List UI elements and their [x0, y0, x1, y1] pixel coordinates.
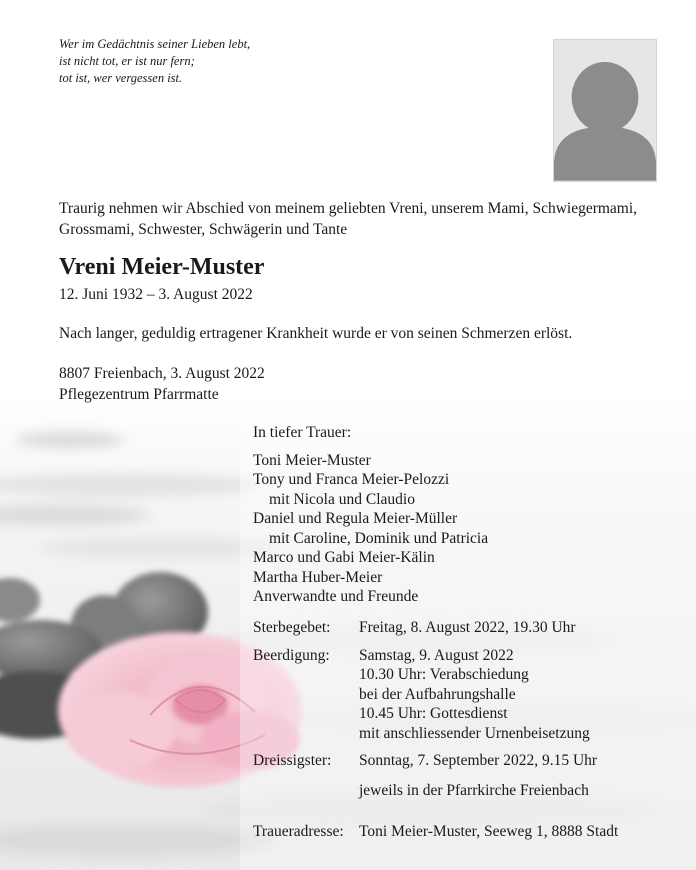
mourner-item: Tony und Franca Meier-Pelozzi: [253, 471, 450, 488]
quote-line: Wer im Gedächtnis seiner Lieben lebt,: [59, 37, 251, 51]
beerdigung-label: Beerdigung:: [253, 646, 330, 664]
dreissigster-label: Dreissigster:: [253, 752, 332, 769]
sterbegebet-row: [253, 618, 618, 638]
place-date-block: [59, 363, 265, 405]
mourner-item: mit Nicola und Claudio: [269, 490, 415, 508]
intro-text: Traurig nehmen wir Abschied von meinem geliebten Vreni, unserem Mami, Schwiegermami, Grossmami, Schwester, Schwägerin und Tante: [59, 200, 638, 238]
sterbegebet-label: Sterbegebet:: [253, 619, 331, 636]
traueradresse-row: [253, 822, 618, 842]
mourner-item: Martha Huber-Meier: [253, 568, 383, 586]
care-home: Pflegezentrum Pfarrmatte: [59, 386, 219, 403]
quote-line: ist nicht tot, er ist nur fern;: [59, 54, 195, 68]
beerdigung-line: mit anschliessender Urnenbeisetzung: [359, 724, 590, 742]
person-silhouette-icon: [554, 40, 656, 181]
illness-text: Nach langer, geduldig ertragener Krankheit wurde er von seinen Schmerzen erlöst.: [59, 325, 573, 342]
mourner-item: mit Caroline, Dominik und Patricia: [269, 529, 489, 547]
sterbegebet-value: Freitag, 8. August 2022, 19.30 Uhr: [359, 619, 576, 636]
place-date: 8807 Freienbach, 3. August 2022: [59, 365, 265, 382]
mourners-list: [253, 451, 488, 607]
church-note: jeweils in der Pfarrkirche Freienbach: [359, 781, 589, 799]
events-block: [253, 618, 618, 842]
beerdigung-row: [253, 646, 618, 744]
dreissigster-row: [253, 751, 618, 771]
beerdigung-line: 10.45 Uhr: Gottesdienst: [359, 705, 508, 722]
mourner-item: Anverwandte und Freunde: [253, 588, 419, 605]
quote-line: tot ist, wer vergessen ist.: [59, 71, 183, 85]
beerdigung-line: Samstag, 9. August 2022: [359, 646, 514, 664]
dreissigster-value: Sonntag, 7. September 2022, 9.15 Uhr: [359, 752, 598, 769]
memorial-quote: [59, 36, 250, 87]
portrait-placeholder: [553, 39, 657, 182]
traueradresse-value: Toni Meier-Muster, Seeweg 1, 8888 Stadt: [359, 823, 619, 840]
life-dates: 12. Juni 1932 – 3. August 2022: [59, 286, 253, 303]
beerdigung-line: bei der Aufbahrungshalle: [359, 685, 516, 703]
deceased-name: Vreni Meier-Muster: [59, 254, 265, 280]
mourners-block: [253, 423, 488, 607]
mourner-item: Daniel und Regula Meier-Müller: [253, 510, 458, 527]
mourners-heading: In tiefer Trauer:: [253, 424, 352, 441]
mourner-item: Toni Meier-Muster: [253, 451, 371, 469]
traueradresse-label: Traueradresse:: [253, 823, 344, 840]
mourner-item: Marco und Gabi Meier-Kälin: [253, 549, 435, 566]
beerdigung-line: 10.30 Uhr: Verabschiedung: [359, 666, 529, 683]
